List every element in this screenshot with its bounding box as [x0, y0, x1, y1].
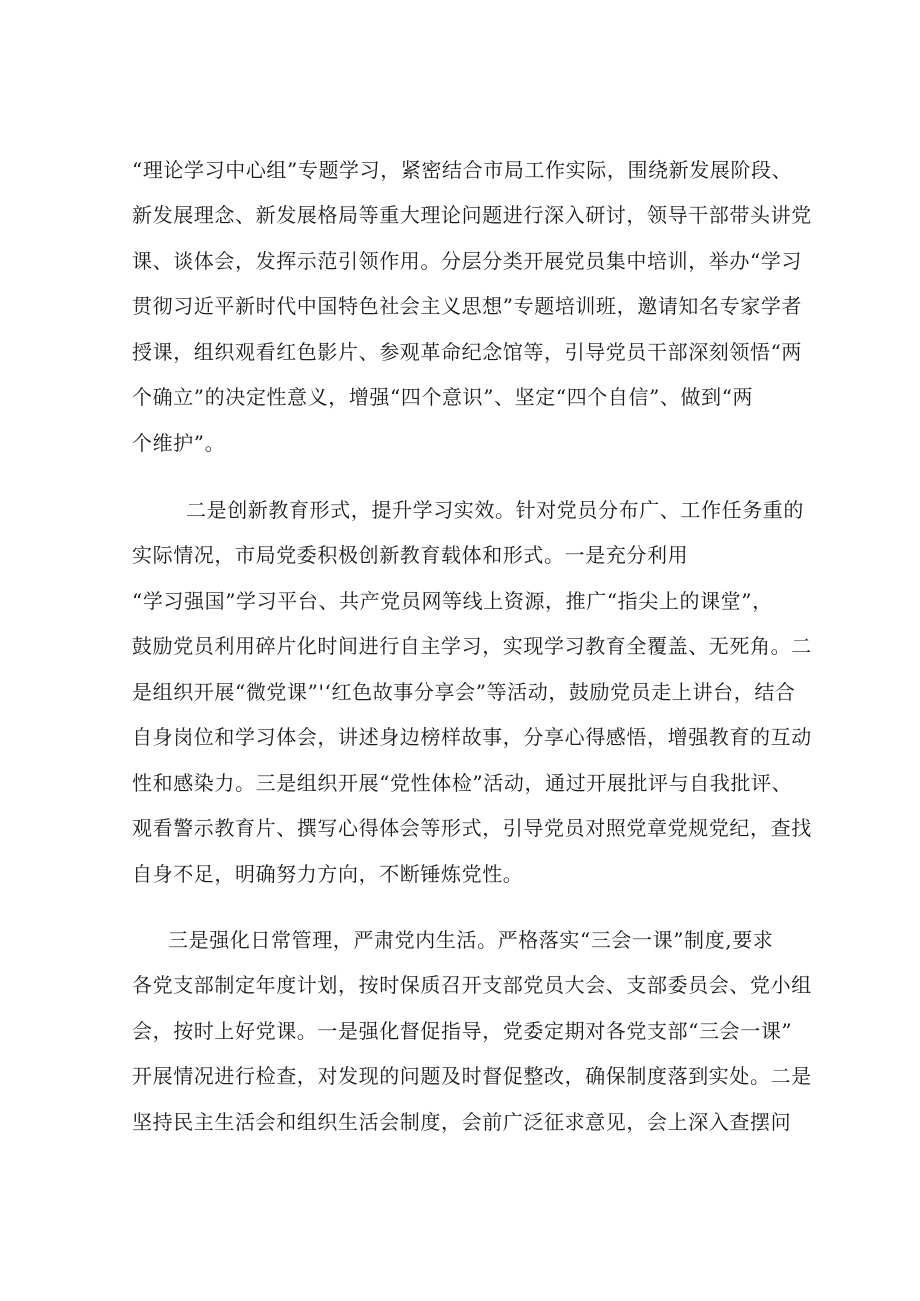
text-line: 课、谈体会，发挥示范引领作用。分层分类开展党员集中培训，举办“学习 [132, 249, 803, 273]
text-line: 个维护”。 [132, 431, 226, 455]
text-line: 贯彻习近平新时代中国特色社会主义思想”专题培训班，邀请知名专家学者 [132, 294, 803, 318]
text-line: 开展情况进行检查，对发现的问题及时督促整改，确保制度落到实处。二是 [132, 1064, 812, 1088]
text-line: 二是创新教育形式，提升学习实效。针对党员分布广、工作任务重的 [186, 498, 804, 522]
text-line: 自身不足，明确努力方向，不断锤炼党性。 [132, 862, 524, 886]
text-line: 三是强化日常管理，严肃党内生活。严格落实“三会一课”制度,要求 [168, 928, 774, 952]
text-line: 授课，组织观看红色影片、参观革命纪念馆等，引导党员干部深刻领悟“两 [132, 340, 803, 364]
text-line: “学习强国”学习平台、共产党员网等线上资源，推广“指尖上的课堂”， [132, 589, 773, 613]
text-line: 会，按时上好党课。一是强化督促指导，党委定期对各党支部“三会一课” [132, 1019, 793, 1043]
text-line: 性和感染力。三是组织开展“党性体检”活动，通过开展批评与自我批评、 [132, 771, 793, 795]
text-line: 是组织开展“微党课”'‘红色故事分享会”等活动，鼓励党员走上讲台，结合 [132, 680, 796, 704]
text-line: 坚持民主生活会和组织生活会制度，会前广泛征求意见，会上深入查摆问 [132, 1110, 792, 1134]
text-line: 自身岗位和学习体会，讲述身边榜样故事，分享心得感悟，增强教育的互动 [132, 725, 812, 749]
text-line: 个确立”的决定性意义，增强“四个意识”、坚定“四个自信”、做到“两 [132, 385, 754, 409]
text-line: 实际情况，市局党委积极创新教育载体和形式。一是充分利用 [132, 543, 689, 567]
text-line: 新发展理念、新发展格局等重大理论问题进行深入研讨，领导干部带头讲党 [132, 203, 812, 227]
text-line: 观看警示教育片、撰写心得体会等形式，引导党员对照党章党规党纪，查找 [132, 816, 812, 840]
text-line: 鼓励党员利用碎片化时间进行自主学习，实现学习教育全覆盖、无死角。二 [132, 634, 812, 658]
text-line: “理论学习中心组”专题学习，紧密结合市局工作实际，围绕新发展阶段、 [132, 158, 793, 182]
text-line: 各党支部制定年度计划，按时保质召开支部党员大会、支部委员会、党小组 [132, 973, 812, 997]
